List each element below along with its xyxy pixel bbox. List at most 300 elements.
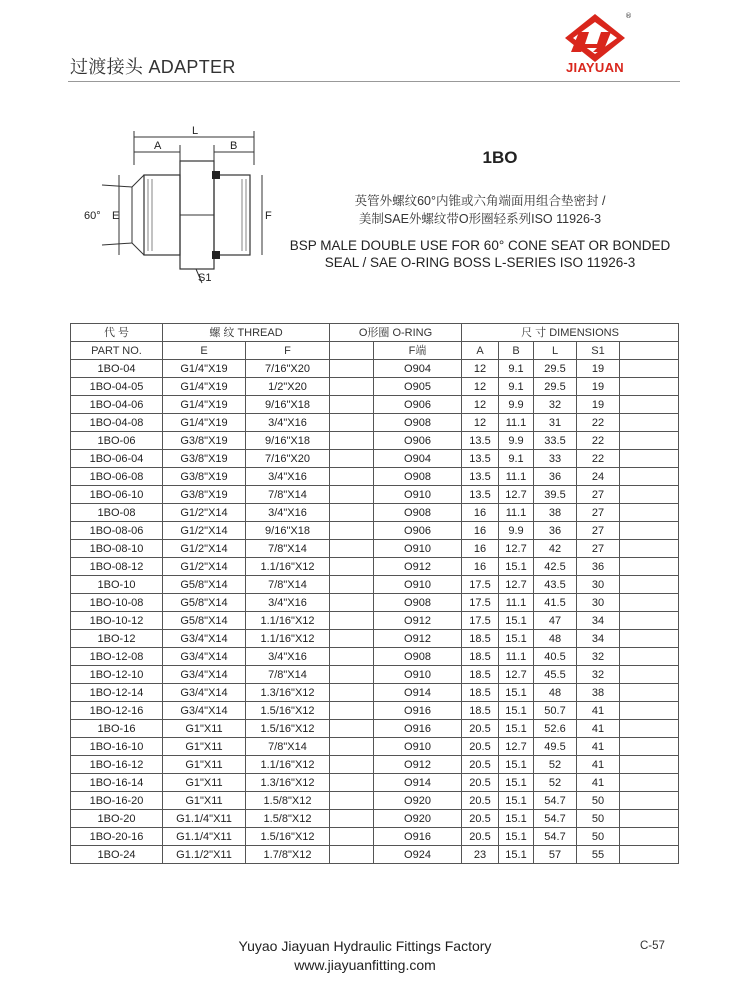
cell-extra [620,648,679,666]
cell-thread-e: G1"X11 [163,720,246,738]
cell-thread-e: G1.1/2"X11 [163,846,246,864]
table-row [71,810,679,828]
cell-blank [330,378,374,396]
cell-dim-a: 20.5 [462,720,499,738]
cell-dim-l: 42.5 [534,558,577,576]
header-f-end: F端 [374,342,462,360]
cell-dim-s1: 41 [577,720,620,738]
cell-blank [330,684,374,702]
cell-dim-s1: 36 [577,558,620,576]
cell-dim-b: 15.1 [499,720,534,738]
table-row [71,396,679,414]
cell-dim-s1: 19 [577,378,620,396]
cell-dim-a: 13.5 [462,432,499,450]
cell-extra [620,774,679,792]
label-b: B [230,140,238,152]
cell-thread-f: 3/4"X16 [246,648,330,666]
cell-blank [330,486,374,504]
cell-oring-f-end: O910 [374,738,462,756]
cell-oring-f-end: O916 [374,828,462,846]
cell-dim-b: 15.1 [499,810,534,828]
cell-dim-s1: 50 [577,810,620,828]
cell-part-no: 1BO-06-04 [71,450,163,468]
header-part-no: PART NO. [71,342,163,360]
cell-dim-l: 52 [534,774,577,792]
cell-extra [620,720,679,738]
cell-oring-f-end: O908 [374,648,462,666]
cell-part-no: 1BO-04-08 [71,414,163,432]
cell-part-no: 1BO-12-08 [71,648,163,666]
description-chinese [290,192,670,228]
cell-dim-l: 38 [534,504,577,522]
table-row [71,792,679,810]
cell-blank [330,630,374,648]
cell-dim-s1: 34 [577,630,620,648]
header-divider [68,81,680,82]
cell-blank [330,432,374,450]
cell-extra [620,360,679,378]
cell-thread-e: G1.1/4"X11 [163,828,246,846]
cell-thread-e: G3/4"X14 [163,630,246,648]
cell-oring-f-end: O920 [374,810,462,828]
cell-thread-f: 1.5/16"X12 [246,720,330,738]
cell-thread-e: G3/8"X19 [163,450,246,468]
cell-dim-b: 9.9 [499,396,534,414]
cell-extra [620,558,679,576]
description-cn-line-1: 英管外螺纹60°内锥或六角端面用组合垫密封 / [354,194,606,208]
cell-blank [330,828,374,846]
cell-part-no: 1BO-08-12 [71,558,163,576]
cell-extra [620,396,679,414]
header-extra [620,342,679,360]
cell-part-no: 1BO-08 [71,504,163,522]
cell-thread-e: G3/8"X19 [163,432,246,450]
cell-dim-l: 52.6 [534,720,577,738]
cell-extra [620,468,679,486]
cell-dim-a: 20.5 [462,756,499,774]
cell-part-no: 1BO-12-10 [71,666,163,684]
cell-extra [620,684,679,702]
cell-dim-a: 17.5 [462,576,499,594]
cell-dim-b: 9.1 [499,378,534,396]
cell-dim-l: 54.7 [534,792,577,810]
table-row [71,450,679,468]
cell-oring-f-end: O910 [374,486,462,504]
header-a: A [462,342,499,360]
cell-thread-e: G1"X11 [163,756,246,774]
cell-dim-l: 36 [534,468,577,486]
cell-part-no: 1BO-04 [71,360,163,378]
cell-part-no: 1BO-16-14 [71,774,163,792]
cell-blank [330,702,374,720]
cell-blank [330,648,374,666]
header-code: 代 号 [71,324,163,342]
cell-oring-f-end: O920 [374,792,462,810]
table-row [71,594,679,612]
label-a: A [154,140,162,152]
cell-dim-a: 12 [462,414,499,432]
cell-thread-e: G1/2"X14 [163,540,246,558]
cell-thread-e: G3/4"X14 [163,702,246,720]
cell-thread-f: 7/16"X20 [246,360,330,378]
cell-dim-l: 31 [534,414,577,432]
cell-oring-f-end: O916 [374,720,462,738]
cell-dim-a: 18.5 [462,684,499,702]
cell-part-no: 1BO-04-06 [71,396,163,414]
cell-dim-s1: 41 [577,702,620,720]
cell-thread-f: 3/4"X16 [246,468,330,486]
cell-dim-b: 15.1 [499,792,534,810]
cell-part-no: 1BO-10-12 [71,612,163,630]
cell-dim-b: 11.1 [499,414,534,432]
cell-extra [620,612,679,630]
label-l: L [192,125,199,137]
cell-dim-l: 39.5 [534,486,577,504]
label-angle: 60° [84,210,101,222]
cell-dim-l: 40.5 [534,648,577,666]
table-body [71,360,679,864]
table-row [71,720,679,738]
cell-part-no: 1BO-06-08 [71,468,163,486]
cell-thread-e: G1/2"X14 [163,504,246,522]
cell-oring-f-end: O924 [374,846,462,864]
cell-part-no: 1BO-20-16 [71,828,163,846]
cell-blank [330,360,374,378]
cell-extra [620,576,679,594]
cell-extra [620,450,679,468]
cell-dim-a: 20.5 [462,774,499,792]
cell-dim-s1: 30 [577,594,620,612]
cell-thread-f: 1.5/8"X12 [246,810,330,828]
cell-extra [620,378,679,396]
cell-extra [620,504,679,522]
cell-part-no: 1BO-04-05 [71,378,163,396]
header-f: F [246,342,330,360]
table-header-row-2 [71,342,679,360]
cell-dim-a: 20.5 [462,792,499,810]
cell-dim-a: 13.5 [462,450,499,468]
cell-dim-a: 17.5 [462,594,499,612]
cell-dim-l: 36 [534,522,577,540]
cell-dim-l: 57 [534,846,577,864]
table-row [71,558,679,576]
cell-dim-a: 23 [462,846,499,864]
cell-thread-f: 7/8"X14 [246,738,330,756]
cell-dim-b: 15.1 [499,828,534,846]
cell-blank [330,792,374,810]
cell-blank [330,522,374,540]
cell-thread-f: 7/8"X14 [246,486,330,504]
table-row [71,738,679,756]
cell-dim-l: 33 [534,450,577,468]
cell-dim-l: 41.5 [534,594,577,612]
cell-thread-e: G1/2"X14 [163,558,246,576]
cell-extra [620,630,679,648]
cell-dim-b: 15.1 [499,630,534,648]
cell-thread-f: 1/2"X20 [246,378,330,396]
cell-oring-f-end: O912 [374,612,462,630]
cell-oring-f-end: O910 [374,666,462,684]
cell-oring-f-end: O908 [374,468,462,486]
cell-dim-a: 18.5 [462,666,499,684]
registered-mark: ® [625,12,632,20]
cell-oring-f-end: O904 [374,450,462,468]
cell-dim-l: 52 [534,756,577,774]
cell-dim-b: 9.9 [499,522,534,540]
cell-dim-s1: 22 [577,450,620,468]
cell-dim-b: 12.7 [499,666,534,684]
cell-dim-l: 42 [534,540,577,558]
cell-dim-s1: 24 [577,468,620,486]
cell-part-no: 1BO-12 [71,630,163,648]
cell-thread-e: G5/8"X14 [163,612,246,630]
cell-thread-f: 9/16"X18 [246,522,330,540]
cell-dim-b: 15.1 [499,774,534,792]
cell-part-no: 1BO-08-06 [71,522,163,540]
cell-part-no: 1BO-06-10 [71,486,163,504]
cell-part-no: 1BO-16 [71,720,163,738]
cell-dim-b: 15.1 [499,612,534,630]
cell-extra [620,522,679,540]
cell-blank [330,468,374,486]
table-row [71,540,679,558]
table-row [71,630,679,648]
cell-blank [330,666,374,684]
description-en-line-2: SEAL / SAE O-RING BOSS L-SERIES ISO 11926-3 [324,255,636,270]
table-row [71,360,679,378]
table-row [71,612,679,630]
cell-dim-b: 15.1 [499,756,534,774]
cell-dim-a: 18.5 [462,648,499,666]
cell-oring-f-end: O906 [374,396,462,414]
cell-extra [620,828,679,846]
dimensions-table [70,323,679,864]
cell-dim-b: 11.1 [499,468,534,486]
cell-blank [330,576,374,594]
cell-extra [620,432,679,450]
cell-extra [620,414,679,432]
cell-blank [330,810,374,828]
cell-dim-s1: 50 [577,792,620,810]
cell-dim-l: 29.5 [534,360,577,378]
cell-dim-l: 48 [534,630,577,648]
cell-dim-s1: 27 [577,522,620,540]
header-blank [330,342,374,360]
footer-url: www.jiayuanfitting.com [294,957,436,973]
cell-dim-l: 50.7 [534,702,577,720]
cell-dim-a: 12 [462,360,499,378]
table-row [71,756,679,774]
cell-extra [620,666,679,684]
cell-blank [330,774,374,792]
cell-dim-b: 11.1 [499,648,534,666]
cell-dim-a: 16 [462,504,499,522]
cell-dim-s1: 22 [577,432,620,450]
cell-dim-b: 15.1 [499,702,534,720]
description-cn-line-2: 美制SAE外螺纹带O形圈轻系列ISO 11926-3 [358,212,602,226]
cell-oring-f-end: O914 [374,774,462,792]
cell-dim-a: 18.5 [462,702,499,720]
header-oring: O形圈 O-RING [330,324,462,342]
cell-thread-e: G1"X11 [163,792,246,810]
cell-thread-f: 7/8"X14 [246,576,330,594]
label-f: F [265,210,272,222]
cell-dim-s1: 27 [577,540,620,558]
cell-part-no: 1BO-16-12 [71,756,163,774]
header-s1: S1 [577,342,620,360]
table-row [71,414,679,432]
cell-thread-f: 1.3/16"X12 [246,774,330,792]
table-row [71,522,679,540]
cell-dim-b: 9.9 [499,432,534,450]
cell-part-no: 1BO-16-10 [71,738,163,756]
cell-dim-a: 16 [462,540,499,558]
cell-part-no: 1BO-16-20 [71,792,163,810]
header-dimensions: 尺 寸 DIMENSIONS [462,324,679,342]
cell-thread-e: G1/4"X19 [163,360,246,378]
footer-company: Yuyao Jiayuan Hydraulic Fittings Factory [238,938,492,954]
cell-thread-e: G3/8"X19 [163,486,246,504]
cell-dim-s1: 27 [577,504,620,522]
cell-part-no: 1BO-08-10 [71,540,163,558]
cell-thread-e: G5/8"X14 [163,594,246,612]
cell-part-no: 1BO-24 [71,846,163,864]
cell-thread-e: G3/4"X14 [163,684,246,702]
cell-thread-f: 1.5/8"X12 [246,792,330,810]
cell-thread-e: G5/8"X14 [163,576,246,594]
cell-thread-e: G1/4"X19 [163,378,246,396]
product-code: 1BO [482,148,518,167]
cell-thread-f: 1.1/16"X12 [246,756,330,774]
brand-name: JIAYUAN [566,60,624,75]
cell-blank [330,450,374,468]
cell-dim-a: 20.5 [462,738,499,756]
cell-part-no: 1BO-20 [71,810,163,828]
cell-dim-s1: 34 [577,612,620,630]
cell-dim-l: 43.5 [534,576,577,594]
cell-oring-f-end: O914 [374,684,462,702]
cell-thread-e: G1"X11 [163,738,246,756]
cell-extra [620,486,679,504]
cell-oring-f-end: O908 [374,414,462,432]
cell-part-no: 1BO-12-14 [71,684,163,702]
description-english [280,237,680,271]
cell-dim-b: 15.1 [499,558,534,576]
table-row [71,828,679,846]
cell-extra [620,540,679,558]
cell-blank [330,612,374,630]
cell-oring-f-end: O908 [374,504,462,522]
cell-thread-f: 1.5/16"X12 [246,702,330,720]
cell-dim-a: 18.5 [462,630,499,648]
cell-dim-s1: 41 [577,774,620,792]
cell-dim-a: 13.5 [462,486,499,504]
cell-oring-f-end: O912 [374,558,462,576]
cell-dim-s1: 30 [577,576,620,594]
cell-oring-f-end: O910 [374,540,462,558]
cell-dim-a: 16 [462,558,499,576]
cell-part-no: 1BO-10-08 [71,594,163,612]
cell-thread-f: 1.1/16"X12 [246,558,330,576]
cell-dim-l: 47 [534,612,577,630]
cell-blank [330,846,374,864]
cell-thread-e: G3/4"X14 [163,666,246,684]
cell-thread-f: 9/16"X18 [246,396,330,414]
cell-thread-f: 3/4"X16 [246,414,330,432]
page-title: 过渡接头 ADAPTER [70,57,236,77]
cell-blank [330,738,374,756]
cell-dim-s1: 41 [577,756,620,774]
header-thread: 螺 纹 THREAD [163,324,330,342]
cell-thread-f: 7/8"X14 [246,666,330,684]
cell-thread-e: G1/4"X19 [163,414,246,432]
cell-dim-s1: 19 [577,396,620,414]
cell-extra [620,756,679,774]
table-row [71,576,679,594]
table-row [71,648,679,666]
cell-extra [620,810,679,828]
table-row [71,774,679,792]
cell-dim-b: 11.1 [499,504,534,522]
cell-thread-e: G1"X11 [163,774,246,792]
cell-dim-b: 15.1 [499,684,534,702]
cell-thread-e: G3/4"X14 [163,648,246,666]
cell-dim-l: 48 [534,684,577,702]
header-e: E [163,342,246,360]
cell-thread-f: 7/8"X14 [246,540,330,558]
description-en-line-1: BSP MALE DOUBLE USE FOR 60° CONE SEAT OR BONDED [289,238,671,253]
cell-thread-e: G1/4"X19 [163,396,246,414]
cell-dim-a: 12 [462,378,499,396]
label-e: E [112,210,120,222]
cell-thread-f: 9/16"X18 [246,432,330,450]
cell-dim-s1: 27 [577,486,620,504]
table-row [71,702,679,720]
cell-dim-a: 13.5 [462,468,499,486]
cell-part-no: 1BO-06 [71,432,163,450]
table-row [71,666,679,684]
cell-dim-s1: 32 [577,648,620,666]
cell-oring-f-end: O916 [374,702,462,720]
cell-dim-b: 11.1 [499,594,534,612]
table-row [71,378,679,396]
cell-dim-b: 9.1 [499,450,534,468]
cell-dim-l: 29.5 [534,378,577,396]
cell-dim-b: 12.7 [499,540,534,558]
table-row [71,486,679,504]
cell-oring-f-end: O904 [374,360,462,378]
cell-dim-b: 9.1 [499,360,534,378]
cell-dim-a: 12 [462,396,499,414]
cell-blank [330,396,374,414]
table-row [71,684,679,702]
cell-part-no: 1BO-10 [71,576,163,594]
header-b: B [499,342,534,360]
cell-dim-b: 12.7 [499,576,534,594]
table-row [71,504,679,522]
cell-thread-f: 1.5/16"X12 [246,828,330,846]
cell-extra [620,702,679,720]
cell-dim-a: 20.5 [462,828,499,846]
cell-blank [330,594,374,612]
cell-oring-f-end: O910 [374,576,462,594]
cell-oring-f-end: O906 [374,522,462,540]
cell-dim-l: 54.7 [534,810,577,828]
cell-oring-f-end: O912 [374,756,462,774]
cell-dim-b: 12.7 [499,738,534,756]
cell-dim-b: 15.1 [499,846,534,864]
cell-dim-s1: 19 [577,360,620,378]
